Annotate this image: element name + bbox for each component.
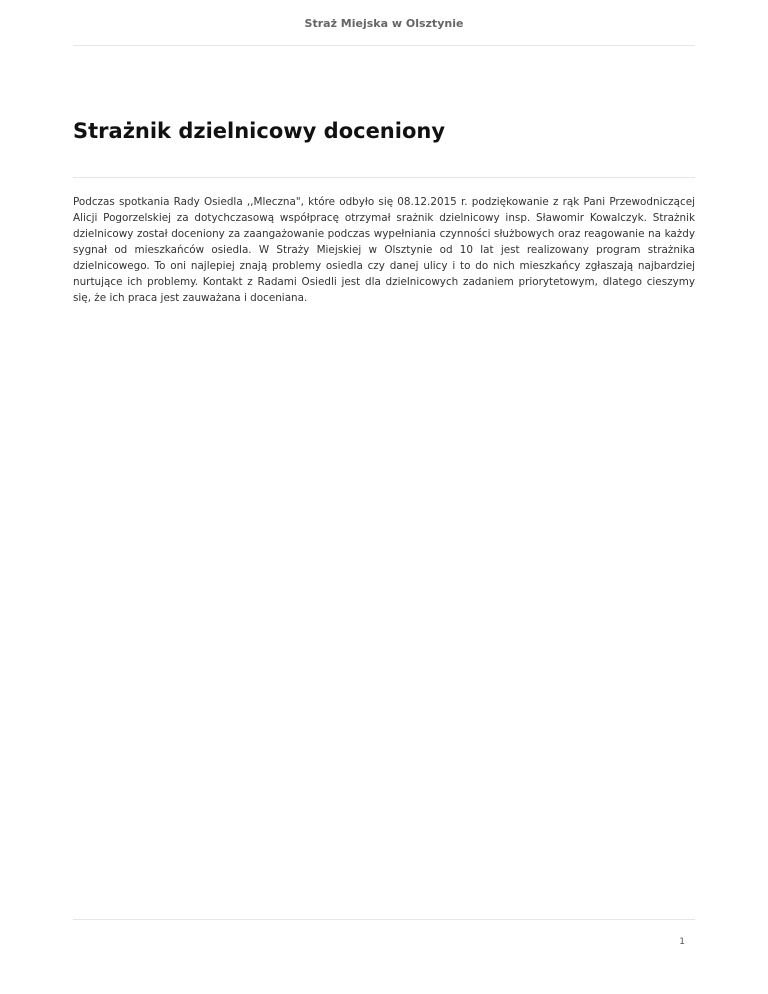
article-title: Strażnik dzielnicowy doceniony	[73, 119, 446, 143]
page-header-title: Straż Miejska w Olsztynie	[304, 17, 464, 30]
article-body: Podczas spotkania Rady Osiedla ,,Mleczna", które odbyło się 08.12.2015 r. podziękowanie z rąk Pani Przewodniczącej Alicji Pogorzelskiej za dotychczasową współpracę otrzymał srażnik dzielnicowy insp. Sławomir Kowalczyk. Strażnik dzielnicowy został doceniony za zaangażowanie podczas wypełniania czynności służbowych oraz reagowanie na każdy sygnał od mieszkańców osiedla. W Straży Miejskiej w Olsztynie od 10 lat jest realizowany program strażnika dzielnicowego. To oni najlepiej znają problemy osiedla czy danej ulicy i to do nich mieszkańcy zgłaszają najbardziej nurtujące ich problemy. Kontakt z Radami Osiedli jest dla dzielnicowych zadaniem priorytetowym, dlatego cieszymy się, że ich praca jest zauważana i doceniana.	[73, 196, 695, 304]
footer-divider	[73, 919, 695, 920]
title-divider	[73, 177, 695, 178]
header-divider	[73, 45, 695, 46]
page-number: 1	[679, 937, 685, 947]
